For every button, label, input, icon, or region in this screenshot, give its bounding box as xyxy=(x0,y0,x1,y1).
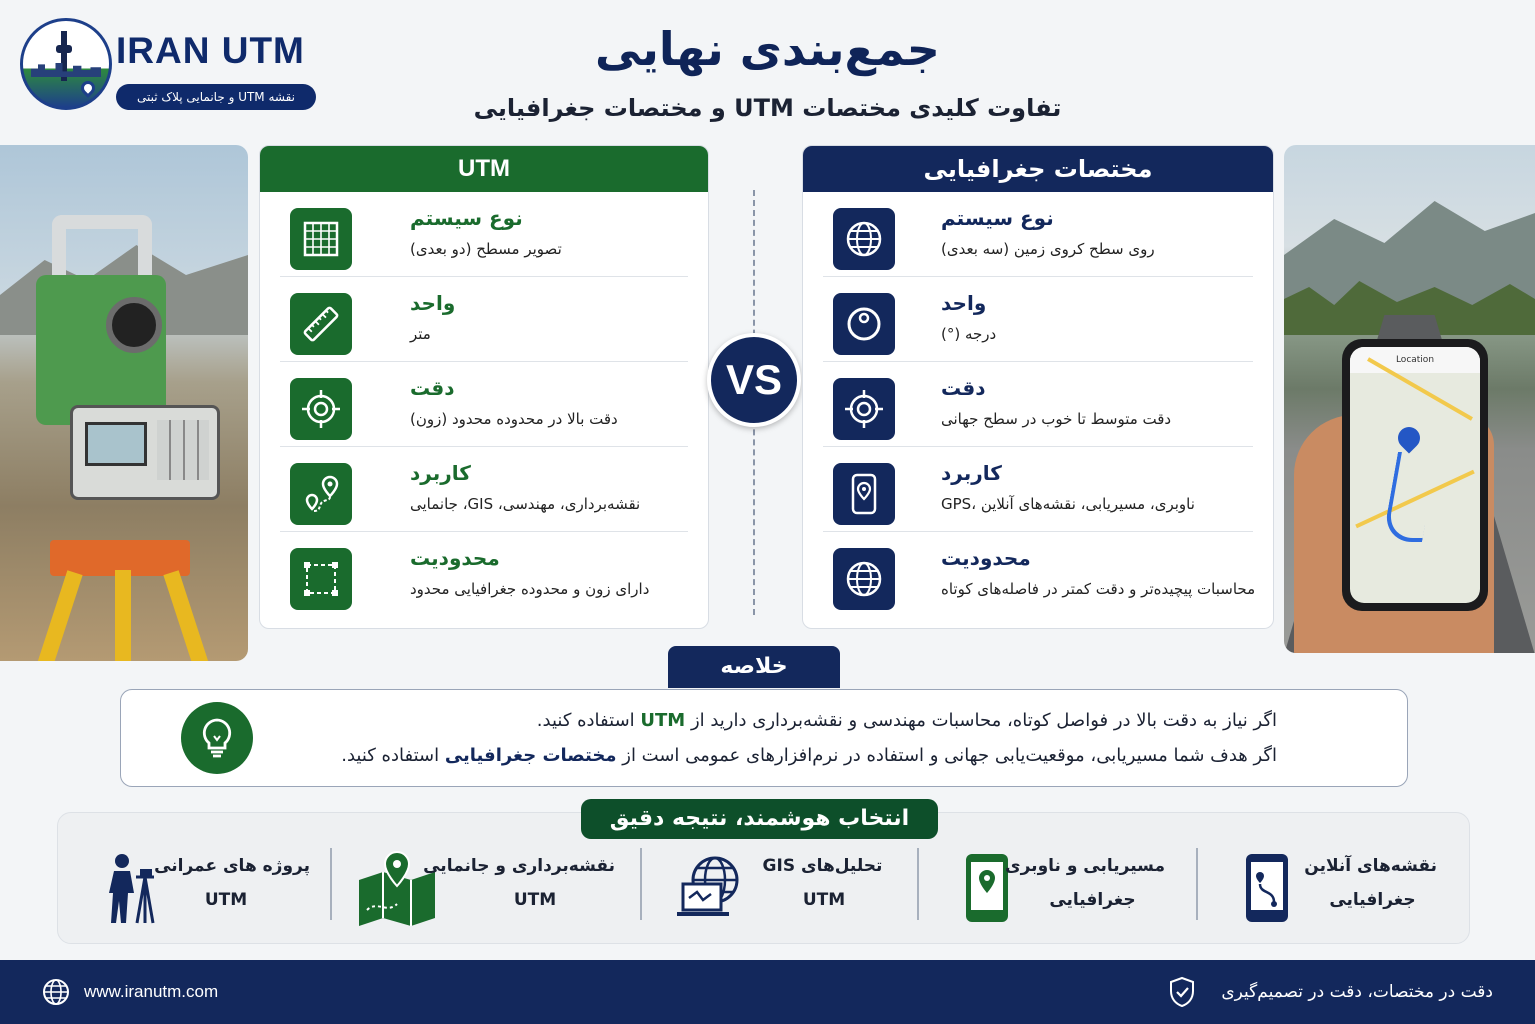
total-station-photo xyxy=(0,145,248,661)
globe-icon xyxy=(42,978,70,1010)
utm-panel-heading: UTM xyxy=(260,146,708,192)
choice-separator xyxy=(640,848,642,920)
geo-row-text: درجه (°) xyxy=(941,325,997,343)
summary-line2-highlight: مختصات جغرافیایی xyxy=(444,745,617,766)
choice-value: جغرافیایی xyxy=(1049,890,1136,910)
crosshair-icon xyxy=(833,378,895,440)
utm-row-accuracy xyxy=(280,362,688,447)
utm-row-text: دقت بالا در محدوده محدود (زون) xyxy=(410,410,618,428)
choice-separator xyxy=(917,848,919,920)
utm-row-title: واحد xyxy=(410,291,456,315)
shield-check-icon xyxy=(1167,976,1197,1012)
summary-line1-highlight: UTM xyxy=(640,710,686,731)
summary-line2-pre: اگر هدف شما مسیریابی، موقعیت‌یابی جهانی و استفاده در نرم‌افزارهای عمومی است از xyxy=(622,745,1277,766)
summary-tag: خلاصه xyxy=(668,646,840,688)
choice-separator xyxy=(1196,848,1198,920)
phone-screen-title: Location xyxy=(1350,347,1480,373)
choice-gis xyxy=(670,840,900,930)
choice-label: نقشه‌های آنلاین xyxy=(1304,856,1437,876)
geo-row-text: روی سطح کروی زمین (سه بعدی) xyxy=(941,240,1155,258)
choice-civil-projects xyxy=(90,840,320,930)
utm-row-title: دقت xyxy=(410,376,455,400)
geo-row-title: دقت xyxy=(941,376,986,400)
geo-row-limitation xyxy=(823,532,1256,617)
bounding-box-icon xyxy=(290,548,352,610)
footer xyxy=(0,960,1535,1024)
geographic-panel xyxy=(802,145,1274,629)
summary-line1-post: استفاده کنید. xyxy=(536,710,635,731)
utm-row-text: نقشه‌برداری، مهندسی، GIS، جانمایی xyxy=(410,495,641,513)
choice-value: UTM xyxy=(802,890,846,910)
crosshair-icon xyxy=(290,378,352,440)
choice-surveying xyxy=(355,840,625,930)
logo-title: IRAN UTM xyxy=(116,30,305,71)
geo-row-title: محدودیت xyxy=(941,546,1031,570)
geo-row-accuracy xyxy=(823,362,1253,447)
ruler-icon xyxy=(290,293,352,355)
choice-value: UTM xyxy=(513,890,557,910)
utm-row-system-type xyxy=(280,192,688,277)
geo-row-unit xyxy=(823,277,1253,362)
geographic-panel-heading: مختصات جغرافیایی xyxy=(803,146,1273,192)
utm-panel xyxy=(259,145,709,629)
geo-row-title: کاربرد xyxy=(941,461,1002,485)
page-subtitle: تفاوت کلیدی مختصات UTM و مختصات جغرافیایی xyxy=(473,94,1062,122)
geo-row-text: GPS، ناوبری، مسیریابی، نقشه‌های آنلاین xyxy=(941,495,1195,513)
grid-icon xyxy=(290,208,352,270)
choice-label: نقشه‌برداری و جانمایی xyxy=(423,856,615,876)
summary-line-geographic xyxy=(341,745,1277,766)
summary-box xyxy=(120,689,1408,787)
choice-navigation xyxy=(945,840,1175,930)
geo-row-usage xyxy=(823,447,1253,532)
globe-icon xyxy=(833,548,895,610)
phone-route-icon xyxy=(1225,850,1309,926)
utm-row-text: متر xyxy=(410,325,431,343)
phone-pin-icon xyxy=(833,463,895,525)
globe-icon xyxy=(833,208,895,270)
laptop-globe-icon xyxy=(670,850,754,926)
utm-row-title: محدودیت xyxy=(410,546,500,570)
summary-line-utm xyxy=(537,710,1277,731)
website-link[interactable]: www.iranutm.com xyxy=(84,982,219,1001)
utm-row-unit xyxy=(280,277,688,362)
lightbulb-icon xyxy=(181,702,253,774)
choice-separator xyxy=(330,848,332,920)
phone-map-photo xyxy=(1284,145,1535,653)
page-title: جمع‌بندی نهایی xyxy=(595,22,940,76)
choice-value: جغرافیایی xyxy=(1329,890,1416,910)
utm-row-usage xyxy=(280,447,688,532)
phone-icon xyxy=(1342,339,1488,611)
utm-row-title: کاربرد xyxy=(410,461,471,485)
choice-value: UTM xyxy=(204,890,248,910)
geo-row-title: نوع سیستم xyxy=(941,206,1054,230)
choice-label: تحلیل‌های GIS xyxy=(762,856,883,876)
summary-line1-pre: اگر نیاز به دقت بالا در فواصل کوتاه، محاسبات مهندسی و نقشه‌برداری دارید از xyxy=(690,710,1277,731)
route-pin-icon xyxy=(290,463,352,525)
footer-tagline: دقت در مختصات، دقت در تصمیم‌گیری xyxy=(1221,982,1493,1002)
vs-badge: VS xyxy=(707,333,801,427)
choice-label: پروژه‌ های عمرانی xyxy=(154,856,310,876)
geo-row-system-type xyxy=(823,192,1253,277)
choice-online-maps xyxy=(1225,840,1445,930)
utm-row-text: دارای زون و محدوده جغرافیایی محدود xyxy=(410,580,650,598)
logo-subtitle: نقشه UTM و جانمایی پلاک ثبتی xyxy=(116,84,316,110)
degree-icon xyxy=(833,293,895,355)
map-pin-icon xyxy=(1393,422,1424,453)
choices-tag: انتخاب هوشمند، نتیجه دقیق xyxy=(581,799,938,839)
geo-row-text: محاسبات پیچیده‌تر و دقت کمتر در فاصله‌های کوتاه xyxy=(941,580,1256,598)
summary-line2-post: استفاده کنید. xyxy=(341,745,440,766)
geo-row-title: واحد xyxy=(941,291,987,315)
utm-row-text: تصویر مسطح (دو بعدی) xyxy=(410,240,562,258)
utm-row-title: نوع سیستم xyxy=(410,206,523,230)
utm-row-limitation xyxy=(280,532,688,617)
geo-row-text: دقت متوسط تا خوب در سطح جهانی xyxy=(941,410,1172,428)
choice-label: مسیریابی و ناوبری xyxy=(1005,856,1165,876)
